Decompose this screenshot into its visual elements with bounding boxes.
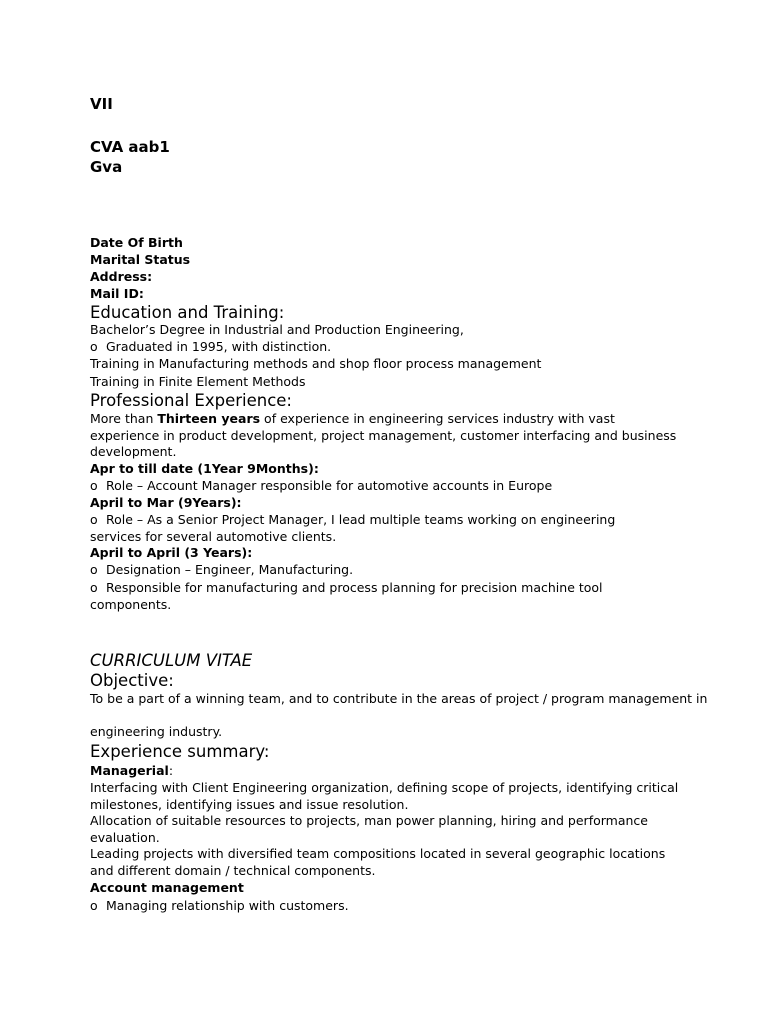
experience-summary <box>90 411 680 461</box>
objective-text-2: engineering industry. <box>90 724 223 739</box>
experience-summary-pre: More than <box>90 411 158 426</box>
bullet-marker: o <box>90 898 98 913</box>
managerial-colon: : <box>168 763 174 778</box>
bullet-marker: o <box>90 562 98 577</box>
education-training-2: Training in Finite Element Methods <box>90 374 306 389</box>
marital-status-label: Marital Status <box>90 252 191 267</box>
job-3-designation-item <box>90 562 353 579</box>
job-1-role: Role – Account Manager responsible for automotive accounts in Europe <box>106 478 553 493</box>
job-3-responsibility-item <box>90 580 620 613</box>
job-2-period: April to Mar (9Years): <box>90 495 242 510</box>
header-line-1: VII <box>90 95 113 113</box>
job-3-period: April to April (3 Years): <box>90 545 253 560</box>
mail-id-label: Mail ID: <box>90 286 144 301</box>
objective-heading: Objective: <box>90 671 174 690</box>
education-training-1: Training in Manufacturing methods and shop floor process management <box>90 356 542 371</box>
experience-summary-years: Thirteen years <box>157 411 261 426</box>
education-graduated: Graduated in 1995, with distinction. <box>106 339 332 354</box>
managerial-heading <box>90 763 173 780</box>
education-heading: Education and Training: <box>90 303 285 322</box>
managerial-paragraph-3: Leading projects with diversified team compositions located in several geographic locations and different domain / technical components. <box>90 846 666 878</box>
managerial-paragraph-2: Allocation of suitable resources to projects, man power planning, hiring and performance evaluation. <box>90 813 648 845</box>
dob-label: Date Of Birth <box>90 235 183 250</box>
job-2-role: Role – As a Senior Project Manager, I lead multiple teams working on engineering services for several automotive clients. <box>90 512 616 544</box>
education-degree: Bachelor’s Degree in Industrial and Production Engineering, <box>90 322 464 337</box>
bullet-marker: o <box>90 580 98 595</box>
experience-summary-heading: Experience summary: <box>90 742 270 761</box>
objective-text-1: To be a part of a winning team, and to contribute in the areas of project / program management in <box>90 691 708 706</box>
bullet-marker: o <box>90 339 98 354</box>
address-label: Address: <box>90 269 153 284</box>
education-graduated-item <box>90 339 331 356</box>
job-1-role-item <box>90 478 552 495</box>
managerial-paragraph-1: Interfacing with Client Engineering organization, defining scope of projects, identifying critical milestones, identifying issues and issue resolution. <box>90 780 679 812</box>
managerial-title: Managerial <box>90 763 169 778</box>
header-line-3: Gva <box>90 158 123 176</box>
experience-heading: Professional Experience: <box>90 391 292 410</box>
cv-title: CURRICULUM VITAE <box>90 651 253 670</box>
job-2-role-item <box>90 512 650 545</box>
job-1-period: Apr to till date (1Year 9Months): <box>90 461 319 476</box>
account-item-1 <box>90 898 349 915</box>
job-3-responsibility: Responsible for manufacturing and process planning for precision machine tool components. <box>90 580 603 612</box>
bullet-marker: o <box>90 512 98 527</box>
bullet-marker: o <box>90 478 98 493</box>
account-item-1-text: Managing relationship with customers. <box>106 898 349 913</box>
header-line-2: CVA aab1 <box>90 138 170 156</box>
job-3-designation: Designation – Engineer, Manufacturing. <box>106 562 354 577</box>
account-management-heading: Account management <box>90 880 244 895</box>
experience-summary-post: of experience in engineering services industry with vast experience in product development, project management, customer interfacing and business development. <box>90 411 677 460</box>
